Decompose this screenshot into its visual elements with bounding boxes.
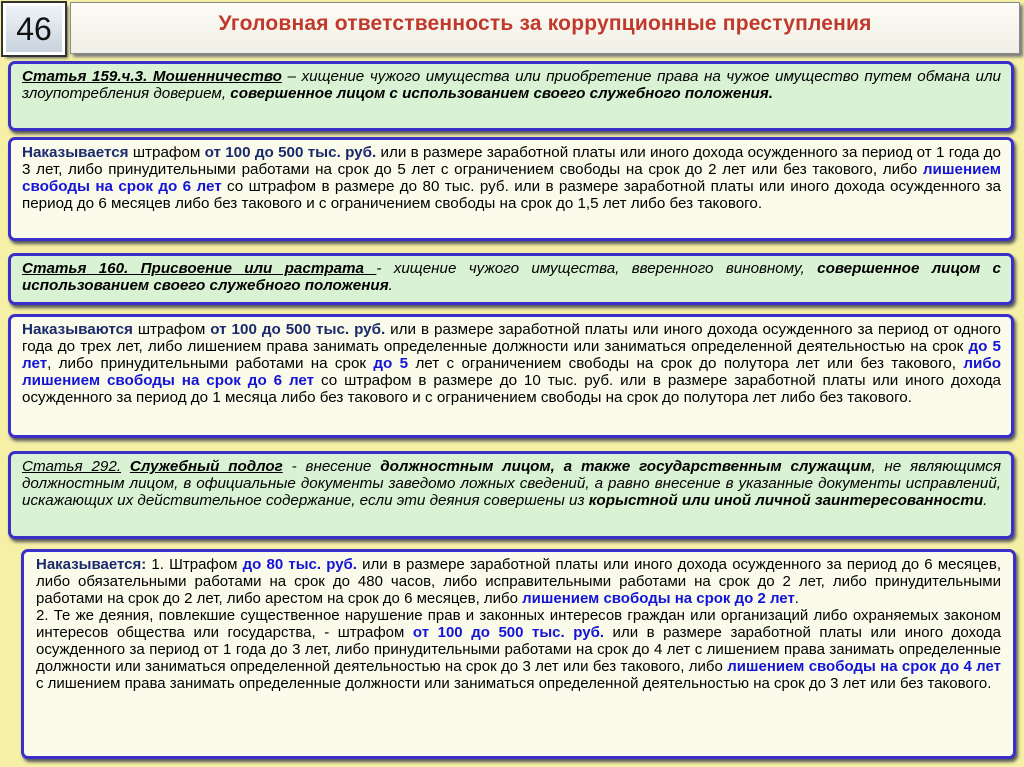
penalty-159-prison: лишением свободы на срок до 6 лет (22, 161, 1001, 195)
penalty-292-text-4: 2. Те же деяния, повлекшие существенное нарушение прав и законных интересов граждан или организаций либо охраняемых законом интересов общества или государства, - штрафом (36, 607, 1001, 641)
penalty-292-text-2: или в размере заработной платы или иного дохода осужденного за период до 6 месяцев, либо обязательными работами на срок до 480 часов, либо исправительными работами на срок до 2 лет, либо принудительными работами на срок до 2 лет, либо арестом на срок до 6 месяцев, либо (36, 556, 1001, 607)
penalty-160-text-5: со штрафом в размере до 10 тыс. руб. или в размере заработной платы или иного дохода осужденного за период до 1 месяца либо без такового и с ограничением свободы на срок до полутора лет либо без такового. (22, 372, 1002, 406)
article-292-penalty-box (21, 549, 1016, 759)
penalty-292-fine-2: от 100 до 500 тыс. руб. (412, 624, 604, 641)
article-292-emphasis-2: корыстной или иной личной заинтересованности (588, 492, 984, 509)
article-160-text: - хищение чужого имущества, вверенного виновному, (376, 260, 818, 277)
penalty-160-lead: Наказываются (22, 321, 133, 338)
article-159-penalty-box (8, 137, 1014, 241)
article-292-end: . (983, 492, 988, 509)
penalty-292-text-1: 1. Штрафом (146, 556, 243, 573)
article-159-heading: Статья 159.ч.3. Мошенничество (22, 68, 282, 85)
penalty-292-text-5: или в размере заработной платы или иного дохода осужденного за период от 1 года до 3 лет, либо принудительными работами на срок до 4 лет с лишением права занимать определенные должности или заниматься определенной деятельностью на срок до 3 лет или без такового, либо (36, 624, 1001, 675)
article-160-end: . (388, 277, 393, 294)
penalty-159-text-3: со штрафом в размере до 80 тыс. руб. или в размере заработной платы или иного дохода осужденного за период до 6 месяцев либо без такового и с ограничением свободы на срок до 1,5 лет либо без такового. (22, 178, 1001, 212)
penalty-159-text-1: штрафом (128, 144, 205, 161)
page-title: Уголовная ответственность за коррупционные преступления (218, 12, 872, 35)
article-159-text: – хищение чужого имущества или приобретение права на чужое имущество путем обмана или злоупотребления доверием, (22, 68, 1001, 102)
penalty-160-text-4: лет с ограничением свободы на срок до полутора лет или без такового, (408, 355, 964, 372)
article-160-penalty-box (8, 314, 1014, 438)
article-292-text-1: - внесение (282, 458, 381, 475)
penalty-292-part-2 (36, 607, 1001, 692)
penalty-292-fine-1: до 80 тыс. руб. (242, 556, 357, 573)
article-292-emphasis-1: должностным лицом, а также государственным служащим (380, 458, 872, 475)
penalty-160-text-1: штрафом (132, 321, 211, 338)
penalty-292-prison-1: лишением свободы на срок до 2 лет (522, 590, 795, 607)
article-159-emphasis: совершенное лицом с использованием своего служебного положения. (230, 85, 773, 102)
article-159-box (8, 61, 1014, 131)
penalty-292-lead: Наказывается: (36, 556, 147, 573)
penalty-160-term: до 5 лет (22, 338, 1001, 372)
penalty-292-text-6: с лишением права занимать определенные должности или заниматься определенной деятельностью на срок до 3 лет или без такового. (36, 675, 992, 692)
penalty-160-text-3: , либо принудительными работами на срок (47, 355, 374, 372)
penalty-292-part-1 (36, 556, 1001, 607)
penalty-160-term-2: до 5 (373, 355, 409, 372)
penalty-160-text-2: или в размере заработной платы или иного дохода осужденного за период от одного года до трех лет, либо лишением права занимать определенные должности или заниматься определенной деятельностью на срок (22, 321, 1001, 355)
penalty-160-fine: от 100 до 500 тыс. руб. (210, 321, 386, 338)
penalty-159-lead: Наказывается (22, 144, 129, 161)
article-292-title: Служебный подлог (129, 458, 283, 475)
article-292-heading: Статья 292. (22, 458, 122, 475)
article-160-box (8, 253, 1014, 305)
slide-number: 46 (3, 3, 65, 55)
penalty-160-prison: либо лишением свободы на срок до 6 лет (22, 355, 1001, 389)
penalty-292-text-3: . (794, 590, 799, 607)
article-292-text-2: , не являющимся должностным лицом, в официальные документы заведомо ложных сведений, а равно внесение в указанные документы исправлений, искажающих их действительное содержание, если эти деяния совершены из (22, 458, 1001, 509)
article-160-heading: Статья 160. Присвоение или растрата (22, 260, 377, 277)
article-292-box (8, 451, 1014, 539)
penalty-159-fine: от 100 до 500 тыс. руб. (204, 144, 377, 161)
article-160-emphasis: совершенное лицом с использованием своего служебного положения (22, 260, 1001, 294)
penalty-159-text-2: или в размере заработной платы или иного дохода осужденного за период от 1 года до 3 лет, либо принудительными работами на срок до 5 лет с ограничением свободы на срок до 2 лет или без такового, либо (22, 144, 1001, 178)
penalty-292-prison-2: лишением свободы на срок до 4 лет (727, 658, 1001, 675)
title-bar (70, 2, 1020, 54)
